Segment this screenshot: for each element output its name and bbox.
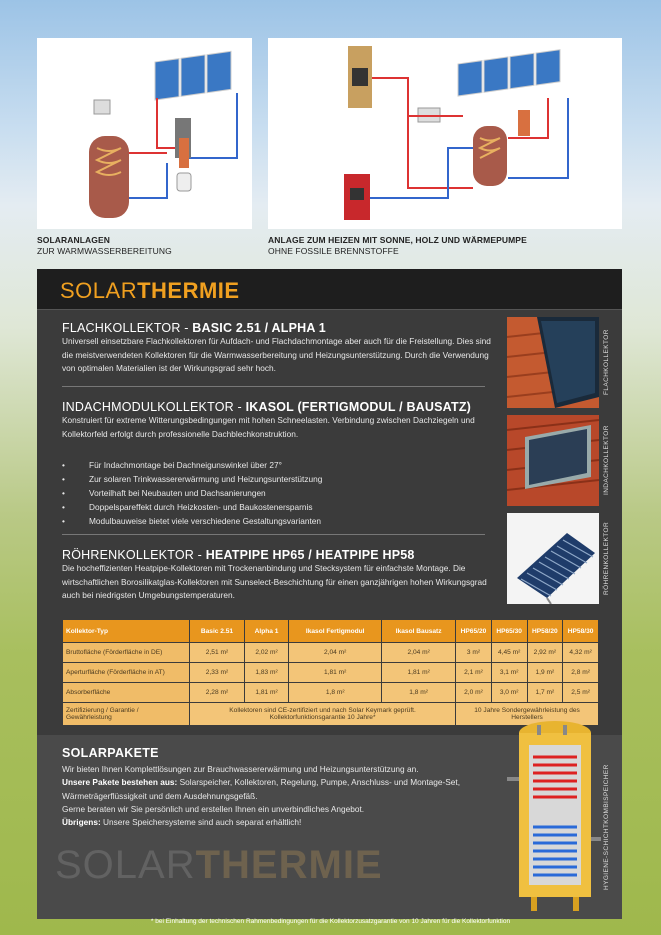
panel-header: [37, 269, 622, 310]
table-row: [63, 683, 598, 702]
table-header-row: [63, 620, 598, 642]
table-cell: 2,04 m²: [382, 643, 455, 662]
table-header-cell: Ikasol Fertigmodul: [289, 620, 381, 642]
side-label-roehrenkollektor: RÖHRENKOLLEKTOR: [603, 521, 610, 596]
roehrenkollektor-text: Die hocheffizienten Heatpipe-Kollektoren mit Trockenanbindung und Stecksystem für einfachste Montage. Die wirtschaftlichen Borosilikatglas-Kollektoren mit Sunselect-Beschichtung für einen ganzjährigen hohen Wirkungsgrad auch bei niedrigsten Umgebungstemperaturen.: [62, 563, 487, 601]
table-cell: 1,9 m²: [528, 663, 563, 682]
table-cell: 1,81 m²: [289, 663, 381, 682]
table-header-cell: HP58/20: [528, 620, 563, 642]
solar-hotwater-diagram: [37, 38, 252, 229]
panel-title: SOLARTHERMIE: [60, 278, 240, 303]
table-cell: Absorberfläche: [63, 683, 189, 702]
table-cell: 2,8 m²: [563, 663, 598, 682]
table-row: [63, 663, 598, 682]
table-cell: 2,5 m²: [563, 683, 598, 702]
table-header-cell: HP58/30: [563, 620, 598, 642]
footnote: * bei Einhaltung der technischen Rahmenbedingungen für die Kollektorzusatzgarantie von 10 Jahren für die Kollektorfunktion: [150, 918, 511, 925]
table-header-cell: Kollektor-Typ: [63, 620, 189, 642]
table-cell: Zertifizierung / Garantie / Gewährleistung: [63, 703, 189, 725]
storage-tank-image: [507, 717, 605, 913]
table-cell: 2,02 m²: [245, 643, 288, 662]
flachkollektor-photo: [507, 317, 599, 408]
table-cell: 2,51 m²: [190, 643, 244, 662]
caption-heating-system: ANLAGE ZUM HEIZEN MIT SONNE, HOLZ UND WÄRMEPUMPE OHNE FOSSILE BRENNSTOFFE: [268, 235, 527, 256]
roehrenkollektor-heading: RÖHRENKOLLEKTOR - HEATPIPE HP65 / HEATPIPE HP58: [62, 548, 415, 562]
table-cell: 2,33 m²: [190, 663, 244, 682]
table-cell: 3 m²: [456, 643, 491, 662]
roehrenkollektor-photo: [507, 513, 599, 604]
indachkollektor-photo: [507, 415, 599, 506]
table-cell: 10 Jahre Sondergewährleistung des Herstellers: [456, 703, 598, 725]
table-cell: 1,83 m²: [245, 663, 288, 682]
table-cell: 2,1 m²: [456, 663, 491, 682]
solarthermie-panel: [37, 269, 622, 919]
table-cell: 4,32 m²: [563, 643, 598, 662]
table-cell: Bruttofläche (Förderfläche in DE): [63, 643, 189, 662]
kollektor-table: [62, 619, 599, 726]
table-cell: 2,28 m²: [190, 683, 244, 702]
table-row: [63, 643, 598, 662]
table-cell: 2,04 m²: [289, 643, 381, 662]
table-cell: 1,7 m²: [528, 683, 563, 702]
bullet-item: • Modulbauweise bietet viele verschiedene Gestaltungsvarianten: [62, 515, 322, 529]
table-header-cell: HP65/30: [492, 620, 527, 642]
indachkollektor-text: Konstruiert für extreme Witterungsbedingungen mit hohen Schneelasten. Verbindung zwischen Dachziegeln und Kollektorfeld erfolgt durch professionelle Dachblechkonstruktion.: [62, 415, 475, 439]
caption-solar-systems: SOLARANLAGEN ZUR WARMWASSERBEREITUNG: [37, 235, 172, 256]
bullet-item: • Doppelspareffekt durch Heizkosten- und Baukostenersparnis: [62, 501, 322, 515]
divider: [62, 534, 485, 535]
table-cell: 1,81 m²: [245, 683, 288, 702]
side-label-speicher: HYGIENE-SCHICHTKOMBISPEICHER: [603, 764, 610, 890]
solar-wood-heatpump-diagram: [268, 38, 622, 229]
table-cell: Kollektoren sind CE-zertifiziert und nach Solar Keymark geprüft. Kollektorfunktionsgarantie 10 Jahre*: [190, 703, 455, 725]
table-cell: 1,81 m²: [382, 663, 455, 682]
table-cell: 2,92 m²: [528, 643, 563, 662]
bullet-item: • Für Indachmontage bei Dachneigunswinkel über 27°: [62, 459, 322, 473]
table-cell: 1,8 m²: [289, 683, 381, 702]
side-label-indachkollektor: INDACHKOLLEKTOR: [603, 425, 610, 496]
bullet-item: • Zur solaren Trinkwassererwärmung und Heizungsunterstützung: [62, 473, 322, 487]
indachkollektor-heading: INDACHMODULKOLLEKTOR - IKASOL (FERTIGMODUL / BAUSATZ): [62, 400, 472, 414]
solarpakete-text: Wir bieten Ihnen Komplettlösungen zur Brauchwassererwärmung und Heizungsunterstützung an. Unsere Pakete bestehen aus: Solarspeicher, Kollektoren, Regelung, Pumpe, Anschluss- und Montage-Set, Wärmeträgerflüssigkeit und dem Ausdehnungsgefäß. Gerne beraten wir Sie persönlich und erstellen Ihnen ein unverbindliches Angebot. Übrigens: Unsere Speichersysteme sind auch separat erhältlich!: [62, 764, 461, 828]
solarthermie-watermark: SOLARTHERMIE: [55, 843, 383, 887]
table-header-cell: Ikasol Bausatz: [382, 620, 455, 642]
table-cell: Aperturfläche (Förderfläche in AT): [63, 663, 189, 682]
divider: [62, 386, 485, 387]
solarpakete-heading: SOLARPAKETE: [62, 746, 159, 760]
table-header-cell: HP65/20: [456, 620, 491, 642]
table-cell: 1,8 m²: [382, 683, 455, 702]
side-label-flachkollektor: FLACHKOLLEKTOR: [603, 329, 610, 396]
table-cell: 3,1 m²: [492, 663, 527, 682]
bullet-item: • Vorteilhaft bei Neubauten und Dachsanierungen: [62, 487, 322, 501]
flachkollektor-heading: FLACHKOLLEKTOR - BASIC 2.51 / ALPHA 1: [62, 321, 326, 335]
table-cell: 3,0 m²: [492, 683, 527, 702]
table-cell: 2,0 m²: [456, 683, 491, 702]
flachkollektor-text: Universell einsetzbare Flachkollektoren für Aufdach- und Flachdachmontage aber auch für die Freistellung. Dies sind die meistverwendeten Kollektoren für die Warmwasserbereitung und Heizungsunterstützung. Durch die Verwendung von optimalen Materialien ist der Wirkungsgrad sehr hoch.: [62, 336, 491, 374]
table-header-cell: Basic 2.51: [190, 620, 244, 642]
table-header-cell: Alpha 1: [245, 620, 288, 642]
indachkollektor-bullets: [62, 459, 322, 529]
table-cell: 4,45 m²: [492, 643, 527, 662]
